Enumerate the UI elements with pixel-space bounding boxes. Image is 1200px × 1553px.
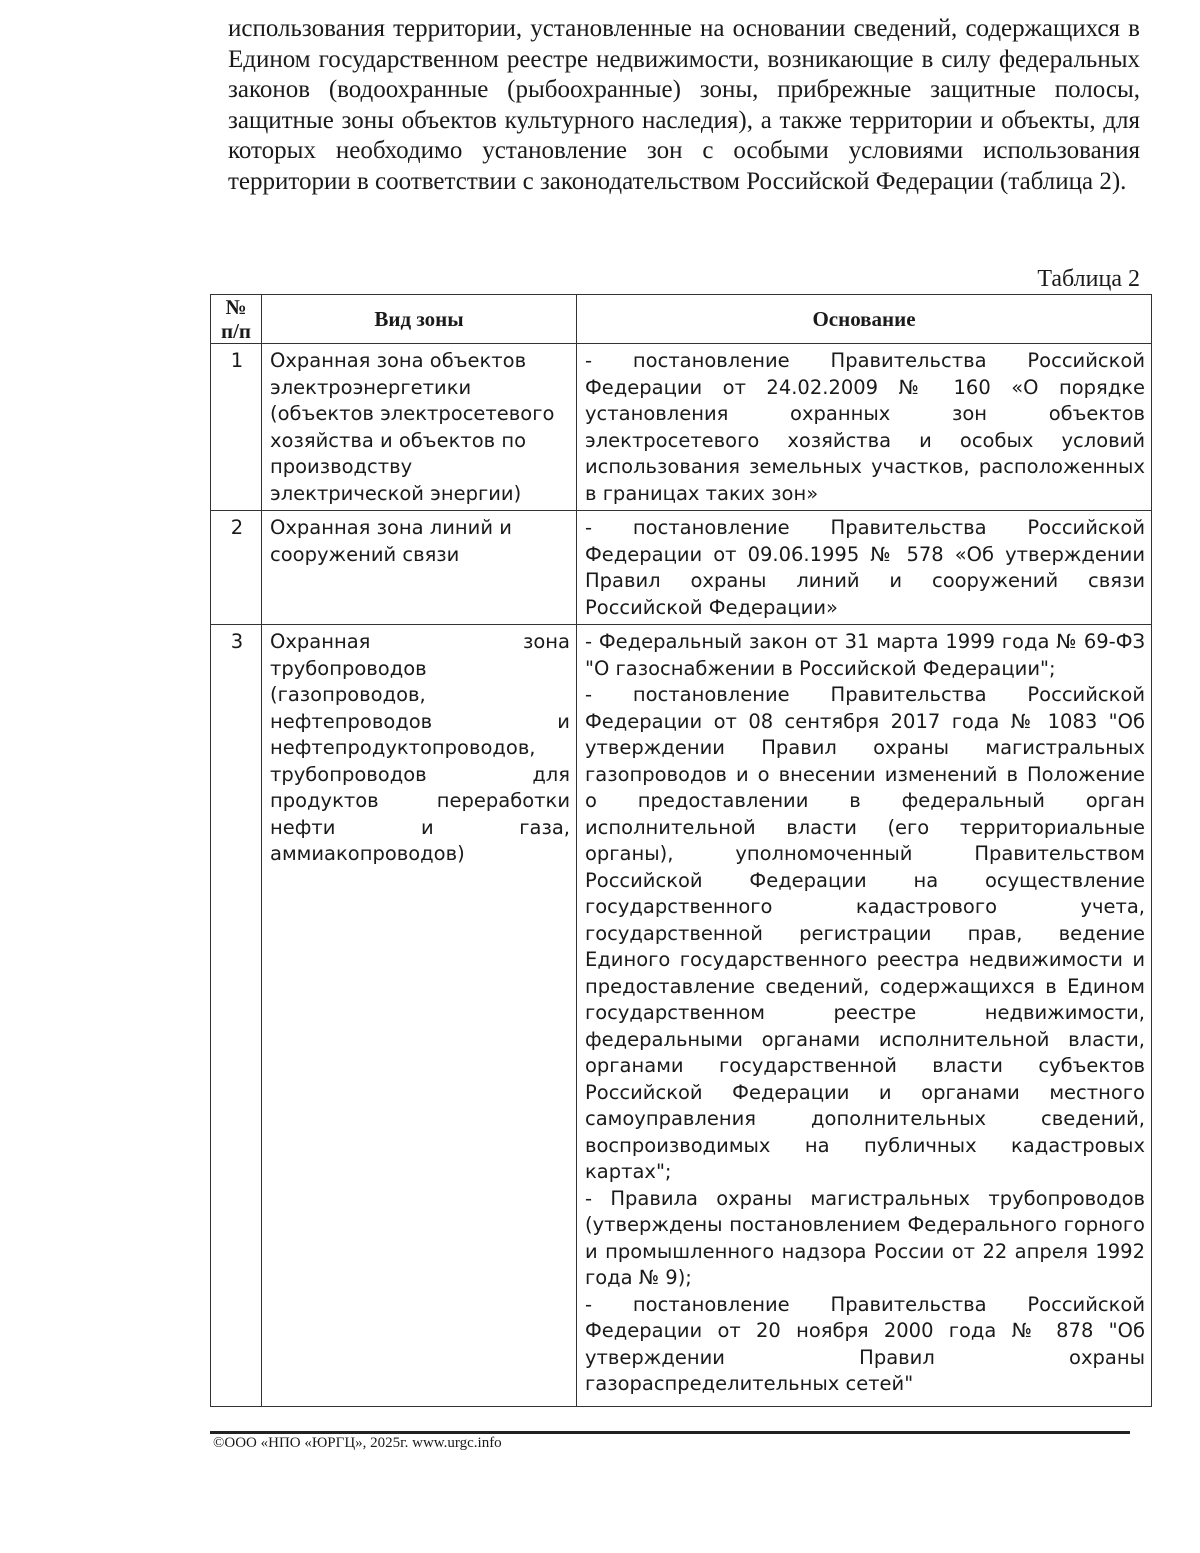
row-number: 1 bbox=[211, 344, 262, 511]
row-zone-type: Охранная зона объектов электроэнергетики (объектов электросетевого хозяйства и объектов по производству электрической энергии) bbox=[262, 344, 577, 511]
basis-item: - постановление Правительства Российской Федерации от 24.02.2009 № 160 «О порядке установления охранных зон объектов электросетевого хозяйства и особых условий использования земельных участков, расположенных в границах таких зон» bbox=[585, 349, 1145, 505]
basis-item: - постановление Правительства Российской Федерации от 08 сентября 2017 года № 1083 "Об утверждении Правил охраны магистральных газопроводов и о внесении изменений в Положение о предоставлении в федеральный орган исполнительной власти (его территориальные органы), уполномоченный Правительством Российской Федерации на осуществление государственного кадастрового учета, государственной регистрации прав, ведение Единого государственного реестра недвижимости и предоставление сведений, содержащихся в Едином государственном реестре недвижимости, федеральными органами исполнительной власти, органами государственной власти субъектов Российской Федерации и органами местного самоуправления дополнительных сведений, воспроизводимых на публичных кадастровых картах"; bbox=[585, 683, 1145, 1183]
table-row bbox=[211, 625, 1152, 1407]
basis-item: - Правила охраны магистральных трубопроводов (утверждены постановлением Федерального горного и промышленного надзора России от 22 апреля 1992 года № 9); bbox=[585, 1186, 1145, 1289]
row-zone-type: Охранная зона линий и сооружений связи bbox=[262, 511, 577, 625]
row-basis bbox=[577, 344, 1152, 511]
header-number: № п/п bbox=[211, 295, 262, 344]
basis-item: - постановление Правительства Российской Федерации от 20 ноября 2000 года № 878 "Об утверждении Правил охраны газораспределительных сетей" bbox=[585, 1292, 1145, 1395]
row-basis bbox=[577, 511, 1152, 625]
basis-item: - постановление Правительства Российской Федерации от 09.06.1995 № 578 «Об утверждении Правил охраны линий и сооружений связи Российской Федерации» bbox=[585, 516, 1145, 619]
basis-item: - Федеральный закон от 31 марта 1999 года № 69-ФЗ "О газоснабжении в Российской Федерации"; bbox=[585, 630, 1145, 680]
row-zone-type: Охранная зона трубопроводов (газопроводов, нефтепроводов и нефтепродуктопроводов, трубопроводов для продуктов переработки нефти и газа, аммиакопроводов) bbox=[262, 625, 577, 1407]
table-row bbox=[211, 511, 1152, 625]
footer-divider bbox=[210, 1431, 1130, 1434]
page-footer: ©ООО «НПО «ЮРГЦ», 2025г. www.urgc.info bbox=[213, 1435, 502, 1451]
header-basis: Основание bbox=[577, 295, 1152, 344]
intro-paragraph: использования территории, установленные на основании сведений, содержащихся в Едином государственном реестре недвижимости, возникающие в силу федеральных законов (водоохранные (рыбоохранные) зоны, прибрежные защитные полосы, защитные зоны объектов культурного наследия), а также территории и объекты, для которых необходимо установление зон с особыми условиями использования территории в соответствии с законодательством Российской Федерации (таблица 2). bbox=[228, 15, 1140, 195]
table-header-row bbox=[211, 295, 1152, 344]
table-row bbox=[211, 344, 1152, 511]
table-caption: Таблица 2 bbox=[1037, 266, 1140, 292]
zones-table bbox=[210, 294, 1152, 1407]
header-zone-type: Вид зоны bbox=[262, 295, 577, 344]
row-basis bbox=[577, 625, 1152, 1407]
row-number: 2 bbox=[211, 511, 262, 625]
row-number: 3 bbox=[211, 625, 262, 1407]
